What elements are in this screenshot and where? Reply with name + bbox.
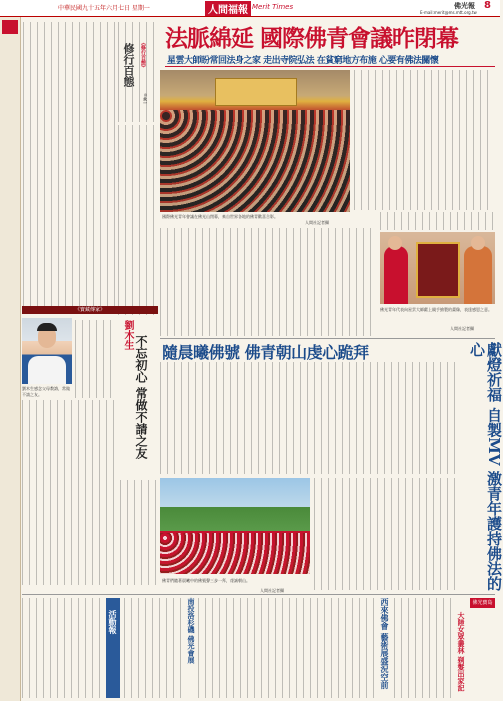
left-column-text-3 [118,125,158,315]
right-photo-portrait-gift [380,232,495,304]
profile-headline: 不忘初心 常做不請之友 [134,335,148,460]
person-left-head [388,236,402,250]
bottom-text-c [198,598,293,698]
bottom-box-label: 佛光寶島 [470,598,495,608]
main-photo-credit: 人間社記者攝 [305,220,329,225]
bottom-rule [22,594,495,595]
left-column-text [23,22,115,312]
bottom-text-d [296,598,378,698]
contact-email: E-mail:merit@ms.mtt.org.tw [420,10,477,15]
second-story-rule [160,338,495,339]
masthead-logo: 人間福報 [205,1,251,16]
second-photo-caption: 佛青們隨著晨曦中的佛號聲三步一拜，虔誠朝山。 [162,578,250,583]
bottom-headline-b: 南投洛杉磯 佛光會展 [187,598,196,664]
second-story-text-2 [314,478,460,590]
bottom-text-a [22,598,104,698]
person-left [384,246,408,304]
profile-portrait [22,318,72,384]
main-photo-caption: 國際佛光青年會議在佛光山閉幕，來自世界各地的佛青歡喜合影。 [162,214,278,219]
main-subheadline: 星雲大師盼常回法身之家 走出寺院弘法 在貧窮地方布施 心要有佛法關懷 [167,56,439,66]
main-story-text-3 [380,212,494,230]
page-number: 8 [484,0,491,11]
left-column-title: 修行百態 [122,43,135,87]
issue-date: 中華民國九十五年六月七日 星期一 [58,5,150,12]
profile-text-2 [75,320,117,398]
left-index-badge [2,20,18,34]
second-story-text [160,362,460,474]
headline-rule [165,66,495,67]
second-photo-credit: 人間社記者攝 [260,588,284,593]
bottom-headline-a: 西來佛會 藝術展盛況空前 [380,598,390,689]
page-header [0,0,500,17]
main-photo-assembly [160,70,350,212]
right-photo-caption: 佛光青年代表向星雲大師獻上親手繪製的畫像，表達感恩之意。 [380,307,492,312]
right-photo-credit: 人間社記者攝 [450,326,474,331]
left-index-strip [0,17,21,701]
profile-photo-caption: 劉木生感念父母教誨，常做不請之友。 [22,386,70,397]
left-column-author: ◎永一 [143,92,148,105]
assembly-crowd [160,110,350,212]
pilgrims-row [160,533,310,574]
assembly-stage [215,78,297,106]
left-column-tag: 《修行百態》 [140,40,146,70]
portrait-shirt [28,356,66,384]
second-photo-pilgrimage [160,478,310,574]
second-headline: 隨晨曦佛號 佛青朝山虔心跪拜 [162,343,369,362]
portrait-hair [37,323,57,331]
main-headline: 法脈綿延 國際佛青會議昨閉幕 [165,25,459,52]
bottom-text-b [124,598,184,698]
framed-portrait [416,242,460,298]
bottom-text-e [394,598,454,698]
main-story-text [354,70,494,210]
bottom-headline-c: 大陸女眾叢林 剃髮出家記 [457,612,466,692]
person-right-head [471,236,485,250]
vertical-headline: 獻燈祈福 自製MV 激青年護持佛法的心 [468,342,503,591]
profile-box-header: 《寶藏傳家》 [22,306,158,314]
bottom-side-label-text: 活動報 [108,610,118,634]
main-story-text-2 [160,228,374,336]
person-right [464,246,492,304]
profile-name: 劉木生 [122,320,133,350]
section-name: 佛光報 [454,2,475,10]
masthead-logo-en: Merit Times [252,3,294,11]
profile-text [22,400,117,585]
profile-text-3 [120,480,158,585]
